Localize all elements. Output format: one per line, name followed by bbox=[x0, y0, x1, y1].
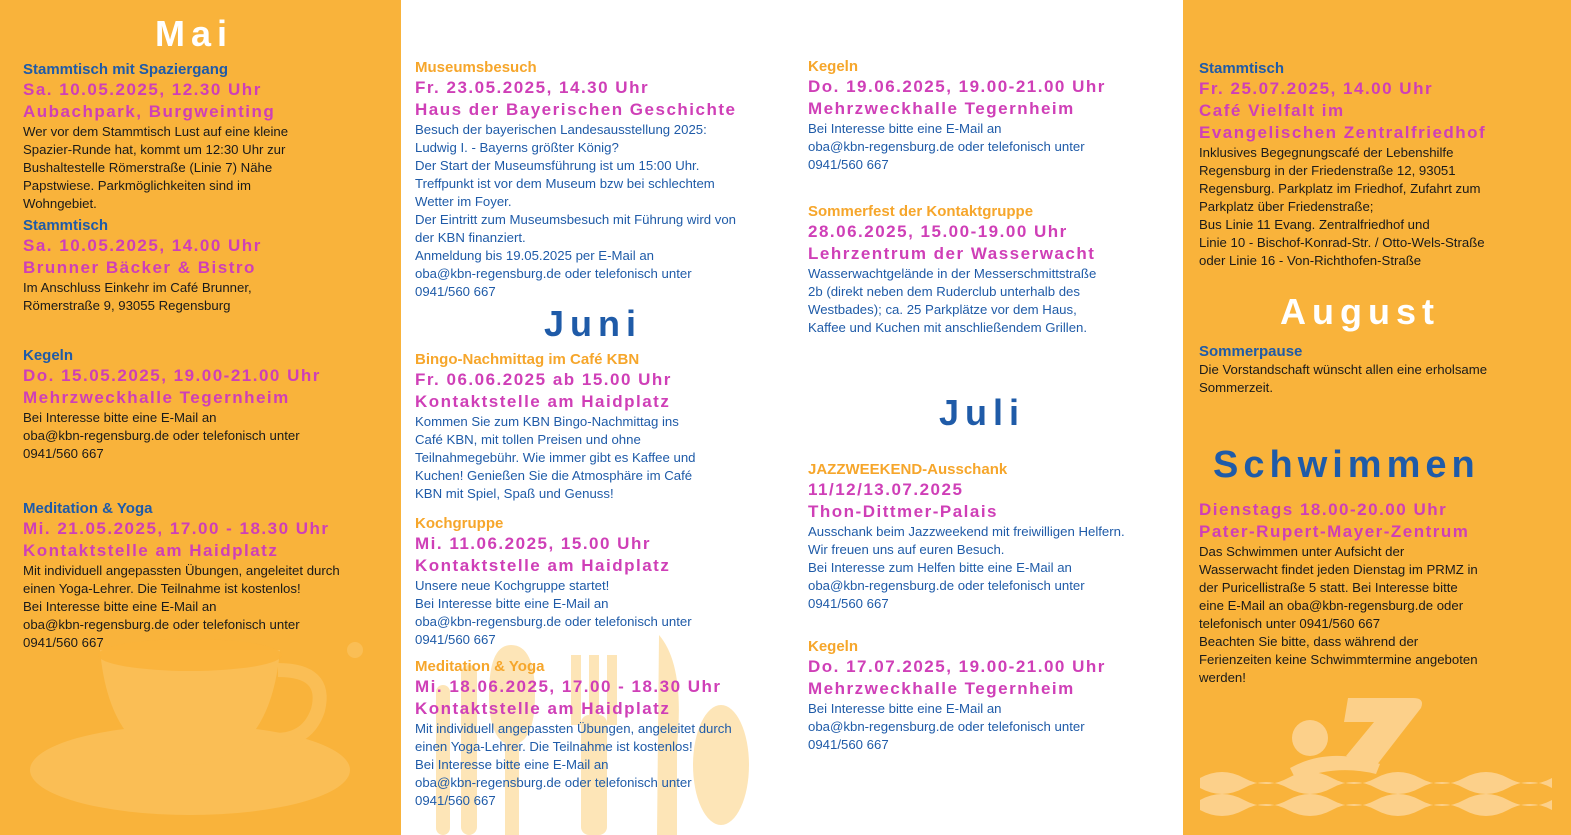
event-desc: Das Schwimmen unter Aufsicht der Wasserwacht findet jeden Dienstag im PRMZ in der Puricellistraße 5 statt. Bei Interesse bitte eine E-Mail an oba@kbn-regensburg.de oder telefonisch unter 0941/560 667 Beachten Sie bitte, dass während der Ferienzeiten keine Schwimmtermine angeboten werden! bbox=[1199, 544, 1478, 685]
event-yoga-mai bbox=[23, 500, 340, 652]
panel-august bbox=[1183, 0, 1571, 835]
section-title-schwimmen: Schwimmen bbox=[1213, 444, 1480, 486]
event-desc: Wer vor dem Stammtisch Lust auf eine kleine Spazier-Runde hat, kommt um 12:30 Uhr zur Bushaltestelle Römerstraße (Linie 7) Nähe Papstwiese. Parkmöglichkeiten sind im Wohngebiet. bbox=[23, 124, 289, 211]
event-place: Brunner Bäcker & Bistro bbox=[23, 258, 256, 277]
event-date: Do. 17.07.2025, 19.00-21.00 Uhr bbox=[808, 657, 1106, 676]
event-date: Fr. 23.05.2025, 14.30 Uhr bbox=[415, 78, 650, 97]
event-place: Kontaktstelle am Haidplatz bbox=[415, 556, 671, 575]
event-desc: Wasserwachtgelände in der Messerschmittstraße 2b (direkt neben dem Ruderclub unterhalb des Westbades); ca. 25 Parkplätze vor dem Haus, Kaffee und Kuchen mit anschließendem Grillen. bbox=[808, 266, 1097, 335]
event-date: Mi. 18.06.2025, 17.00 - 18.30 Uhr bbox=[415, 677, 722, 696]
event-date: Mi. 11.06.2025, 15.00 Uhr bbox=[415, 534, 651, 553]
event-date: Do. 19.06.2025, 19.00-21.00 Uhr bbox=[808, 77, 1106, 96]
event-category: Meditation & Yoga bbox=[415, 658, 545, 675]
event-place: Mehrzweckhalle Tegernheim bbox=[23, 388, 290, 407]
event-sommerfest bbox=[808, 203, 1096, 337]
event-category: Meditation & Yoga bbox=[23, 500, 153, 517]
event-date: Mi. 21.05.2025, 17.00 - 18.30 Uhr bbox=[23, 519, 330, 538]
event-place: Kontaktstelle am Haidplatz bbox=[23, 541, 279, 560]
event-stammtisch bbox=[23, 217, 262, 315]
event-place: Lehrzentrum der Wasserwacht bbox=[808, 244, 1096, 263]
panel-juli bbox=[794, 0, 1183, 835]
event-sommerpause bbox=[1199, 343, 1487, 397]
event-place: Aubachpark, Burgweinting bbox=[23, 102, 276, 121]
event-category: Kegeln bbox=[808, 58, 859, 75]
event-desc: Mit individuell angepassten Übungen, angeleitet durch einen Yoga-Lehrer. Die Teilnahme ist kostenlos! Bei Interesse bitte eine E-Mail an oba@kbn-regensburg.de oder telefonisch unter 0941/560 667 bbox=[23, 563, 340, 650]
event-category: Bingo-Nachmittag im Café KBN bbox=[415, 351, 640, 368]
event-kegeln-juni bbox=[808, 58, 1106, 174]
event-category: Sommerfest der Kontaktgruppe bbox=[808, 203, 1034, 220]
event-date: Fr. 25.07.2025, 14.00 Uhr bbox=[1199, 79, 1434, 98]
event-place: Mehrzweckhalle Tegernheim bbox=[808, 679, 1075, 698]
event-museumsbesuch bbox=[415, 59, 736, 301]
event-date: Do. 15.05.2025, 19.00-21.00 Uhr bbox=[23, 366, 321, 385]
event-yoga-juni bbox=[415, 658, 732, 810]
event-desc: Im Anschluss Einkehr im Café Brunner, Römerstraße 9, 93055 Regensburg bbox=[23, 280, 252, 313]
event-place: Haus der Bayerischen Geschichte bbox=[415, 100, 737, 119]
event-category: Kegeln bbox=[23, 347, 74, 364]
event-category: Kegeln bbox=[808, 638, 859, 655]
event-stammtisch-spaziergang bbox=[23, 61, 288, 213]
event-date: 11/12/13.07.2025 bbox=[808, 480, 964, 499]
event-desc: Ausschank beim Jazzweekend mit freiwilligen Helfern. Wir freuen uns auf euren Besuch. Bei Interesse zum Helfen bitte eine E-Mail an oba@kbn-regensburg.de oder telefonisch unter 0941/560 667 bbox=[808, 524, 1125, 611]
event-place: Mehrzweckhalle Tegernheim bbox=[808, 99, 1075, 118]
swimmer-icon bbox=[1198, 690, 1558, 820]
event-desc: Bei Interesse bitte eine E-Mail an oba@kbn-regensburg.de oder telefonisch unter 0941/560 667 bbox=[808, 701, 1085, 752]
event-bingo bbox=[415, 351, 696, 503]
event-desc: Besuch der bayerischen Landesausstellung 2025: Ludwig I. - Bayerns größter König? Der Start der Museumsführung ist um 15:00 Uhr. Treffpunkt ist vor dem Museum bzw bei schlechtem Wetter im Foyer. Der Eintritt zum Museumsbesuch mit Führung wird von der KBN finanziert. Anmeldung bis 19.05.2025 per E-Mail an oba@kbn-regensburg.de oder telefonisch unter 0941/560 667 bbox=[415, 122, 737, 299]
event-schwimmen bbox=[1199, 499, 1478, 687]
event-category: Stammtisch mit Spaziergang bbox=[23, 61, 229, 78]
panel-juni bbox=[401, 0, 794, 835]
event-jazzweekend bbox=[808, 461, 1125, 613]
month-title-mai: Mai bbox=[155, 13, 234, 54]
event-place: Kontaktstelle am Haidplatz bbox=[415, 699, 671, 718]
event-desc: Bei Interesse bitte eine E-Mail an oba@kbn-regensburg.de oder telefonisch unter 0941/560 667 bbox=[23, 410, 300, 461]
event-place: Kontaktstelle am Haidplatz bbox=[415, 392, 671, 411]
event-category: Kochgruppe bbox=[415, 515, 504, 532]
event-date: Dienstags 18.00-20.00 Uhr bbox=[1199, 500, 1448, 519]
event-desc: Die Vorstandschaft wünscht allen eine erholsame Sommerzeit. bbox=[1199, 362, 1488, 395]
event-kegeln-mai bbox=[23, 347, 321, 463]
event-place: Café Vielfalt im bbox=[1199, 101, 1345, 120]
month-title-august: August bbox=[1280, 291, 1440, 332]
event-desc: Mit individuell angepassten Übungen, angeleitet durch einen Yoga-Lehrer. Die Teilnahme ist kostenlos! Bei Interesse bitte eine E-Mail an oba@kbn-regensburg.de oder telefonisch unter 0941/560 667 bbox=[415, 721, 732, 808]
event-date: Sa. 10.05.2025, 12.30 Uhr bbox=[23, 80, 262, 99]
event-desc: Bei Interesse bitte eine E-Mail an oba@kbn-regensburg.de oder telefonisch unter 0941/560 667 bbox=[808, 121, 1085, 172]
event-kochgruppe bbox=[415, 515, 692, 649]
event-category: Stammtisch bbox=[23, 217, 109, 234]
event-desc: Kommen Sie zum KBN Bingo-Nachmittag ins Café KBN, mit tollen Preisen und ohne Teilnahmegebühr. Wie immer gibt es Kaffee und Kuchen! Genießen Sie die Atmosphäre im Café KBN mit Spiel, Spaß und Genuss! bbox=[415, 414, 696, 501]
event-place: Pater-Rupert-Mayer-Zentrum bbox=[1199, 522, 1470, 541]
event-category: Museumsbesuch bbox=[415, 59, 537, 76]
event-date: 28.06.2025, 15.00-19.00 Uhr bbox=[808, 222, 1068, 241]
event-category: Sommerpause bbox=[1199, 343, 1303, 360]
event-date: Sa. 10.05.2025, 14.00 Uhr bbox=[23, 236, 262, 255]
event-place-line2: Evangelischen Zentralfriedhof bbox=[1199, 123, 1487, 142]
event-kegeln-juli bbox=[808, 638, 1106, 754]
event-place: Thon-Dittmer-Palais bbox=[808, 502, 999, 521]
event-category: JAZZWEEKEND-Ausschank bbox=[808, 461, 1008, 478]
month-title-juli: Juli bbox=[939, 392, 1026, 433]
event-desc: Inklusives Begegnungscafé der Lebenshilfe Regensburg in der Friedenstraße 12, 93051 Regensburg. Parkplatz im Friedhof, Zufahrt zum Parkplatz über Friedenstraße; Bus Linie 11 Evang. Zentralfriedhof und Linie 10 - Bischof-Konrad-Str. / Otto-Wels-Straße oder Linie 16 - Von-Richthofen-Straße bbox=[1199, 145, 1485, 268]
event-date: Fr. 06.06.2025 ab 15.00 Uhr bbox=[415, 370, 672, 389]
panel-mai bbox=[0, 0, 401, 835]
event-stammtisch-juli bbox=[1199, 60, 1486, 270]
event-desc: Unsere neue Kochgruppe startet! Bei Interesse bitte eine E-Mail an oba@kbn-regensburg.de oder telefonisch unter 0941/560 667 bbox=[415, 578, 692, 647]
month-title-juni: Juni bbox=[544, 303, 643, 344]
event-category: Stammtisch bbox=[1199, 60, 1285, 77]
